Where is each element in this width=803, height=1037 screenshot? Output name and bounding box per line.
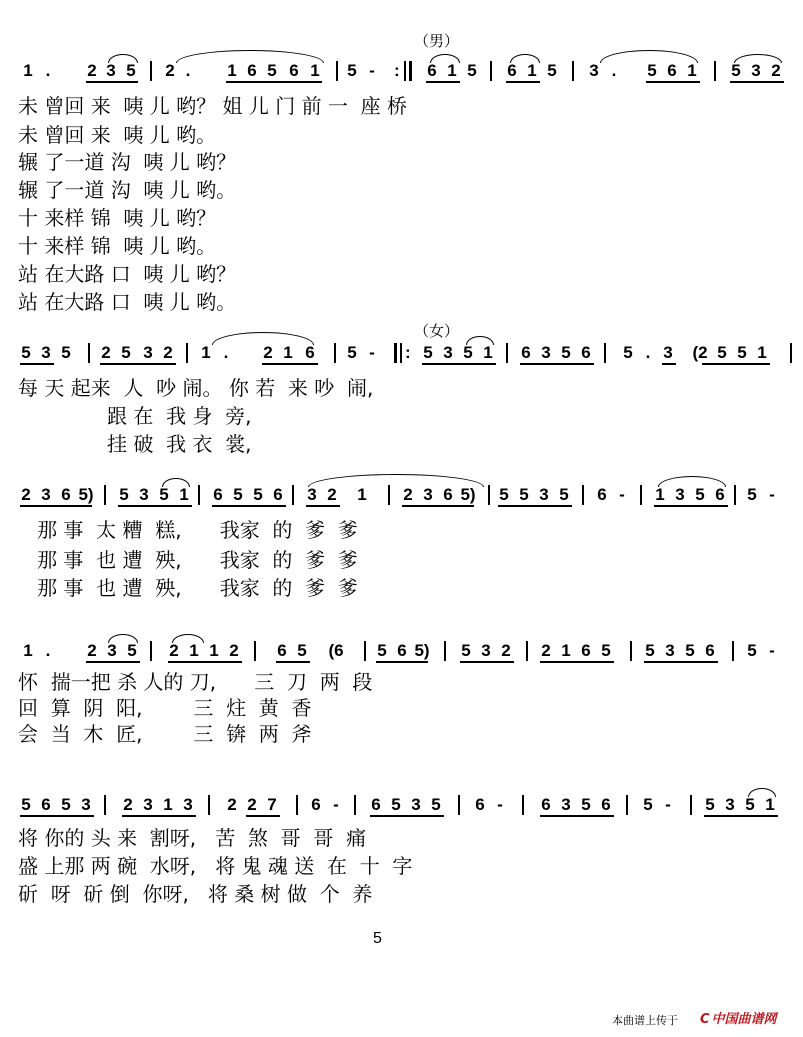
barline <box>296 795 298 815</box>
barline <box>198 485 200 505</box>
notation-line-3 <box>0 484 803 510</box>
notation-line-2 <box>0 342 803 368</box>
note: 6 <box>507 61 517 80</box>
slur <box>176 50 324 63</box>
note: 3 <box>107 641 117 660</box>
note: 5 <box>253 485 263 504</box>
lyric-line: 每 天 起来 人 吵 闹。 你 若 来 吵 闹, <box>18 376 374 400</box>
barline <box>488 485 490 505</box>
note: 5 <box>581 795 591 814</box>
site-logo[interactable] <box>700 1008 777 1027</box>
barline <box>490 61 492 81</box>
lyric-line: 盛 上那 两 碗 水呀, 将 鬼 魂 送 在 十 字 <box>18 854 413 878</box>
note: - <box>769 641 775 660</box>
note: - <box>333 795 339 814</box>
logo-mark-icon: C <box>700 1012 710 1027</box>
note: 5 <box>705 795 715 814</box>
slur <box>308 474 484 487</box>
note: 3 <box>183 795 193 814</box>
beam-underline <box>276 661 310 663</box>
lyric-line: 挂 破 我 衣 裳, <box>18 432 252 456</box>
beam-underline <box>730 81 784 83</box>
note: 5) <box>78 485 94 504</box>
note: 6 <box>397 641 407 660</box>
note: 3 <box>725 795 735 814</box>
note: 1 <box>23 61 33 80</box>
note: 3 <box>139 485 149 504</box>
note: 5 <box>547 61 557 80</box>
beam-underline <box>520 363 594 365</box>
note: 5 <box>745 795 755 814</box>
note: 6 <box>371 795 381 814</box>
beam-underline <box>704 815 778 817</box>
note: - <box>369 343 375 362</box>
note: - <box>619 485 625 504</box>
note: 5 <box>423 343 433 362</box>
note: 5 <box>377 641 387 660</box>
note: 1 <box>189 641 199 660</box>
beam-underline <box>168 661 242 663</box>
note: 5 <box>623 343 633 362</box>
note: 1 <box>447 61 457 80</box>
beam-underline <box>376 661 428 663</box>
note: 3 <box>411 795 421 814</box>
lyric-line: 站 在大路 口 咦 儿 哟？ <box>18 262 237 286</box>
note: - <box>665 795 671 814</box>
note: 2 <box>87 61 97 80</box>
slur <box>430 54 460 63</box>
note: 6 <box>41 795 51 814</box>
slur <box>510 54 540 63</box>
note: 6 <box>305 343 315 362</box>
lyric-line: 跟 在 我 身 旁, <box>18 404 252 428</box>
note: 3 <box>443 343 453 362</box>
lyric-line: 那 事 也 遭 殃, 我家 的 爹 爹 <box>18 548 358 572</box>
note: 2 <box>263 343 273 362</box>
note: 3 <box>41 485 51 504</box>
beam-underline <box>426 81 460 83</box>
note: 2 <box>87 641 97 660</box>
note: 1 <box>310 61 320 80</box>
note: 3 <box>665 641 675 660</box>
barline <box>690 795 692 815</box>
note: 5 <box>645 641 655 660</box>
lyric-line: 未 曾回 来 咦 儿 哟。 <box>18 123 217 147</box>
slur <box>466 336 494 345</box>
beam-underline <box>540 661 614 663</box>
note: 6 <box>311 795 321 814</box>
note: . <box>45 641 51 660</box>
barline <box>522 795 524 815</box>
notation-line-5 <box>0 794 803 820</box>
barline <box>400 343 402 363</box>
note: 5 <box>431 795 441 814</box>
note: 3 <box>143 343 153 362</box>
note: 5 <box>731 61 741 80</box>
beam-underline <box>226 81 322 83</box>
note: 1 <box>179 485 189 504</box>
beam-underline <box>646 81 700 83</box>
note: 5 <box>463 343 473 362</box>
note: 6 <box>667 61 677 80</box>
site-name: 中国曲谱网 <box>711 1012 777 1027</box>
note: . <box>611 61 617 80</box>
note: 5 <box>461 641 471 660</box>
note: 5 <box>647 61 657 80</box>
beam-underline <box>540 815 614 817</box>
beam-underline <box>460 661 514 663</box>
note: 6 <box>273 485 283 504</box>
note: 1 <box>163 795 173 814</box>
note: 5 <box>233 485 243 504</box>
note: 5 <box>467 61 477 80</box>
barline <box>458 795 460 815</box>
barline <box>506 343 508 363</box>
barline <box>334 343 336 363</box>
note: 2 <box>771 61 781 80</box>
note: 1 <box>283 343 293 362</box>
note: 5 <box>747 641 757 660</box>
barline <box>604 343 606 363</box>
repeat-dots: : <box>405 343 411 362</box>
note: 1 <box>23 641 33 660</box>
note: 1 <box>561 641 571 660</box>
slur <box>212 332 314 345</box>
note: 6 <box>277 641 287 660</box>
page-number: 5 <box>373 930 382 947</box>
beam-underline <box>422 363 496 365</box>
note: 5) <box>414 641 430 660</box>
lyric-line: 十 来样 锦 咦 儿 哟？ <box>18 206 217 230</box>
note: 1 <box>483 343 493 362</box>
note: 1 <box>757 343 767 362</box>
note: 6 <box>705 641 715 660</box>
repeat-dots: : <box>394 61 400 80</box>
beam-underline <box>246 815 280 817</box>
barline <box>572 61 574 81</box>
note: 6 <box>521 343 531 362</box>
note: 6 <box>601 795 611 814</box>
lyric-line: 辗 了一道 沟 咦 儿 哟？ <box>18 150 237 174</box>
note: 5 <box>717 343 727 362</box>
barline <box>409 61 412 81</box>
note: 6 <box>213 485 223 504</box>
note: - <box>769 485 775 504</box>
note: 2 <box>229 641 239 660</box>
note: 1 <box>527 61 537 80</box>
male-part-marker: （男） <box>414 32 460 50</box>
note: 2 <box>101 343 111 362</box>
slur <box>600 50 698 63</box>
note: 5 <box>119 485 129 504</box>
beam-underline <box>118 505 192 507</box>
beam-underline <box>20 363 54 365</box>
lyric-line: 怀 揣一把 杀 人的 刀, 三 刀 两 段 <box>18 670 373 694</box>
note: 5 <box>127 641 137 660</box>
barline <box>150 641 152 661</box>
lyric-line: 斫 呀 斫 倒 你呀, 将 桑 树 做 个 养 <box>18 882 373 906</box>
lyric-line: 回 算 阴 阳, 三 炷 黄 香 <box>18 696 312 720</box>
note: 3 <box>41 343 51 362</box>
note: 2 <box>501 641 511 660</box>
lyric-line: 那 事 也 遭 殃, 我家 的 爹 爹 <box>18 576 358 600</box>
note: - <box>369 61 375 80</box>
beam-underline <box>402 505 474 507</box>
beam-underline <box>20 505 92 507</box>
note: 5 <box>61 343 71 362</box>
beam-underline <box>86 81 138 83</box>
beam-underline <box>212 505 286 507</box>
note: . <box>45 61 51 80</box>
note: 5 <box>347 61 357 80</box>
beam-underline <box>702 363 770 365</box>
note: 5 <box>126 61 136 80</box>
note: 5 <box>21 343 31 362</box>
note: 5 <box>21 795 31 814</box>
note: 6 <box>541 795 551 814</box>
note: 6 <box>597 485 607 504</box>
barline <box>254 641 256 661</box>
note: 6 <box>475 795 485 814</box>
beam-underline <box>86 661 140 663</box>
beam-underline <box>370 815 444 817</box>
note: 6 <box>247 61 257 80</box>
barline <box>394 343 397 363</box>
note: 6 <box>443 485 453 504</box>
barline <box>626 795 628 815</box>
note: 2 <box>327 485 337 504</box>
beam-underline <box>662 363 676 365</box>
note: 3 <box>751 61 761 80</box>
note: 1 <box>209 641 219 660</box>
note: 5 <box>347 343 357 362</box>
note: 2 <box>165 61 175 80</box>
barline <box>444 641 446 661</box>
slur <box>162 478 190 487</box>
slur <box>108 634 138 643</box>
note: 6 <box>581 343 591 362</box>
lyric-line: 十 来样 锦 咦 儿 哟。 <box>18 234 217 258</box>
note: 2 <box>403 485 413 504</box>
lyric-line: 那 事 太 糟 糕, 我家 的 爹 爹 <box>18 518 358 542</box>
note: 1 <box>357 485 367 504</box>
note: 1 <box>765 795 775 814</box>
barline <box>104 485 106 505</box>
note: 5 <box>737 343 747 362</box>
note: 5 <box>519 485 529 504</box>
note: 3 <box>106 61 116 80</box>
barline <box>582 485 584 505</box>
note: 1 <box>687 61 697 80</box>
barline <box>404 61 406 81</box>
note: 5 <box>695 485 705 504</box>
note: 3 <box>663 343 673 362</box>
note: 2 <box>21 485 31 504</box>
note: 5 <box>561 343 571 362</box>
note: 6 <box>61 485 71 504</box>
note: 3 <box>541 343 551 362</box>
note: 3 <box>561 795 571 814</box>
note: . <box>645 343 651 362</box>
slur <box>734 54 782 63</box>
beam-underline <box>122 815 196 817</box>
note: 5 <box>559 485 569 504</box>
barline <box>640 485 642 505</box>
slur <box>108 54 138 63</box>
lyric-line: 将 你的 头 来 割呀, 苦 煞 哥 哥 痛 <box>18 826 367 850</box>
note: 3 <box>481 641 491 660</box>
female-part-marker: （女） <box>414 322 460 340</box>
beam-underline <box>20 815 94 817</box>
beam-underline <box>506 81 540 83</box>
beam-underline <box>498 505 572 507</box>
note: 2 <box>541 641 551 660</box>
barline <box>150 61 152 81</box>
note: . <box>223 343 229 362</box>
note: 2 <box>247 795 257 814</box>
note: 3 <box>307 485 317 504</box>
note: (6 <box>328 641 344 660</box>
upload-credit: 本曲谱上传于 <box>612 1014 678 1027</box>
barline <box>714 61 716 81</box>
note: 2 <box>123 795 133 814</box>
beam-underline <box>306 505 340 507</box>
beam-underline <box>100 363 176 365</box>
lyric-line: 会 当 木 匠, 三 锛 两 斧 <box>18 722 312 746</box>
note: 2 <box>227 795 237 814</box>
note: 5 <box>747 485 757 504</box>
barline <box>186 343 188 363</box>
barline <box>88 343 90 363</box>
barline <box>388 485 390 505</box>
note: 1 <box>201 343 211 362</box>
note: 2 <box>163 343 173 362</box>
note: 3 <box>143 795 153 814</box>
note: (2 <box>692 343 708 362</box>
barline <box>104 795 106 815</box>
note: 5) <box>460 485 476 504</box>
note: 5 <box>267 61 277 80</box>
note: 7 <box>267 795 277 814</box>
slur <box>658 476 726 487</box>
barline <box>364 641 366 661</box>
note: 5 <box>391 795 401 814</box>
beam-underline <box>654 505 728 507</box>
note: 6 <box>715 485 725 504</box>
barline <box>354 795 356 815</box>
note: 1 <box>655 485 665 504</box>
note: 6 <box>427 61 437 80</box>
notation-line-1 <box>0 60 803 86</box>
note: 3 <box>423 485 433 504</box>
barline <box>208 795 210 815</box>
note: 5 <box>685 641 695 660</box>
note: 3 <box>675 485 685 504</box>
barline <box>732 641 734 661</box>
note: 6 <box>581 641 591 660</box>
barline <box>526 641 528 661</box>
note: 5 <box>121 343 131 362</box>
beam-underline <box>644 661 718 663</box>
note: 3 <box>539 485 549 504</box>
note: 3 <box>81 795 91 814</box>
barline <box>336 61 338 81</box>
barline <box>630 641 632 661</box>
lyric-line: 辗 了一道 沟 咦 儿 哟。 <box>18 178 237 202</box>
note: 5 <box>61 795 71 814</box>
note: 5 <box>499 485 509 504</box>
note: 6 <box>289 61 299 80</box>
barline <box>292 485 294 505</box>
note: 5 <box>297 641 307 660</box>
note: 5 <box>601 641 611 660</box>
slur <box>172 634 204 643</box>
note: - <box>497 795 503 814</box>
note: . <box>185 61 191 80</box>
note: 5 <box>643 795 653 814</box>
barline <box>734 485 736 505</box>
barline <box>790 343 792 363</box>
note: 3 <box>589 61 599 80</box>
lyric-line: 未 曾回 来 咦 儿 哟？ 姐 儿 门 前 一 座 桥 <box>18 94 408 118</box>
lyric-line: 站 在大路 口 咦 儿 哟。 <box>18 290 237 314</box>
note: 5 <box>159 485 169 504</box>
notation-line-4 <box>0 640 803 666</box>
note: 2 <box>169 641 179 660</box>
beam-underline <box>262 363 318 365</box>
slur <box>748 788 776 797</box>
note: 1 <box>227 61 237 80</box>
